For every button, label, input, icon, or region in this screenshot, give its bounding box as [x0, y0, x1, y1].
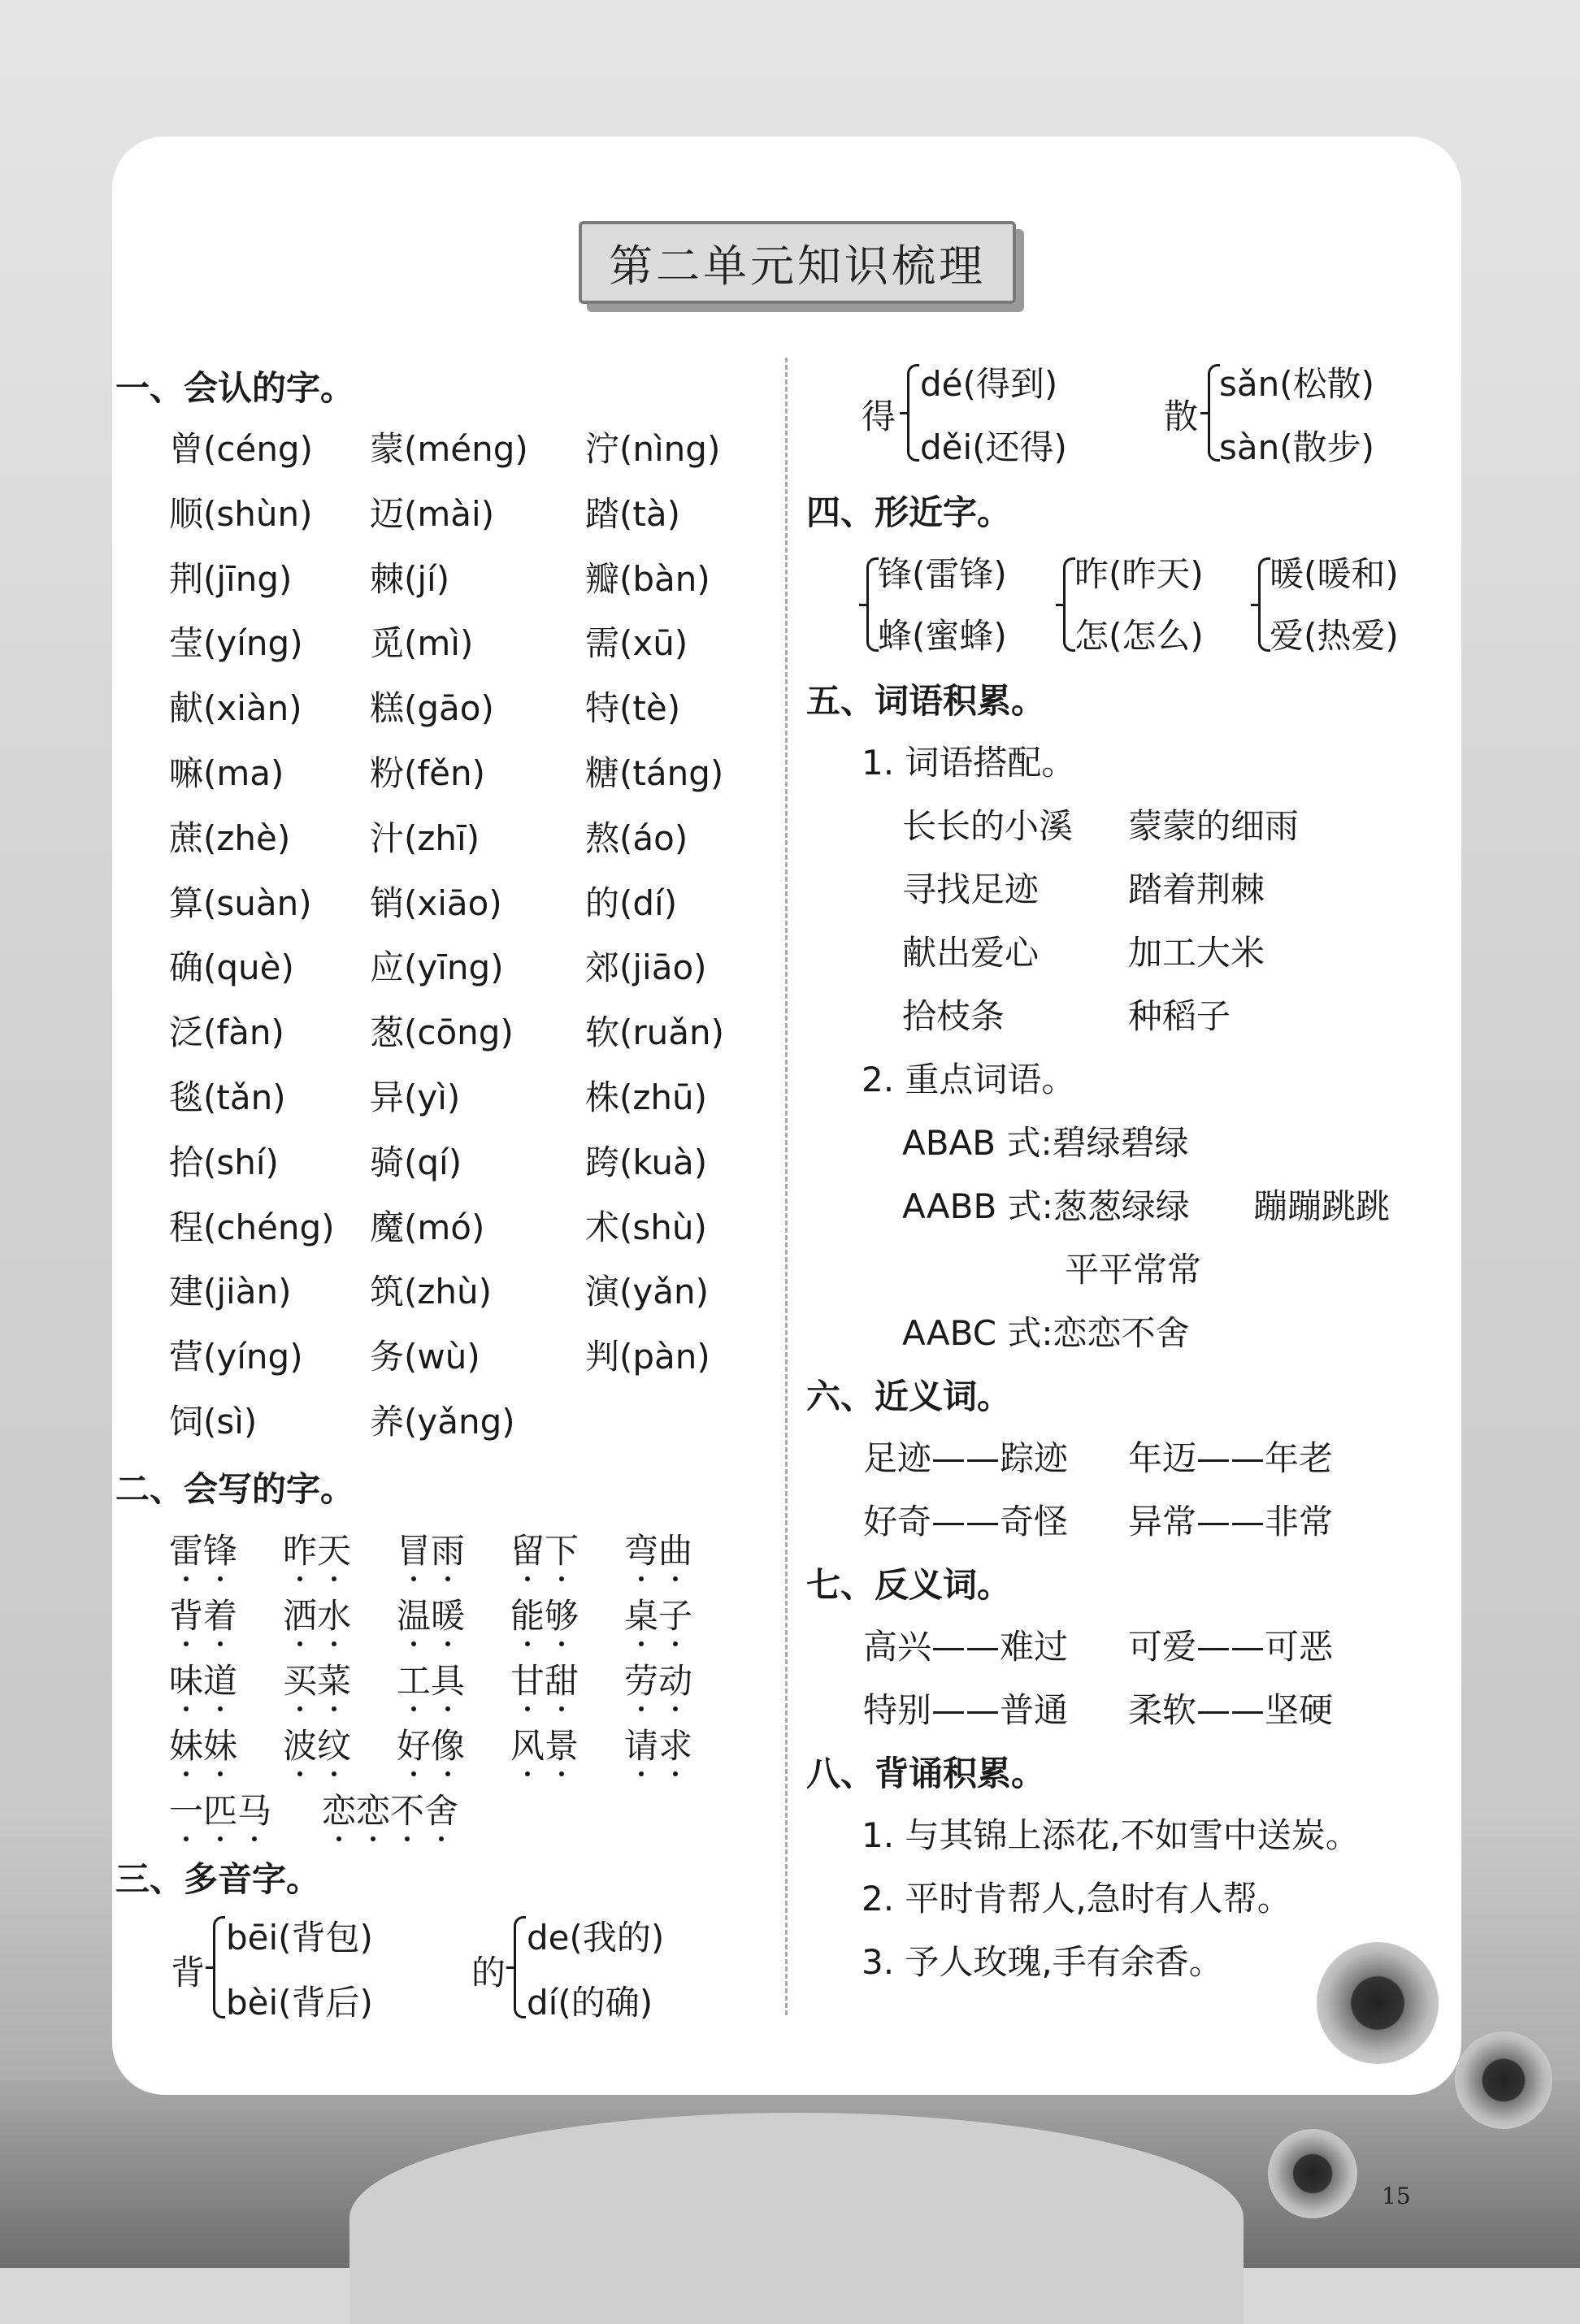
page-number: 15 [1382, 2183, 1411, 2209]
polyphone-reading: děi(还得) [920, 427, 1067, 467]
section-heading-similar: 四、形近字。 [806, 492, 1012, 532]
recognize-char: 郊(jiāo) [585, 947, 707, 988]
write-char: 锋 [203, 1524, 237, 1573]
write-char: 雨 [431, 1524, 465, 1573]
write-char: 昨 [283, 1524, 317, 1573]
section-heading-synonyms: 六、近义词。 [806, 1377, 1012, 1416]
write-char: 请 [624, 1719, 658, 1768]
write-word [397, 1524, 465, 1573]
write-char: 子 [658, 1589, 692, 1638]
write-char: 一 [169, 1784, 203, 1833]
recognize-char: 务(wù) [370, 1337, 480, 1377]
vocab-pair: 长长的小溪 [902, 806, 1074, 846]
recognize-char: 特(tè) [585, 688, 681, 729]
recognize-char: 算(suàn) [169, 882, 312, 923]
recitation-line: 2. 平时肯帮人,急时有人帮。 [862, 1879, 1291, 1919]
recognize-char: 程(chéng) [169, 1207, 335, 1247]
write-word [283, 1654, 351, 1703]
polyphone-reading: bēi(背包) [226, 1918, 373, 1958]
recognize-char: 嘛(ma) [169, 753, 284, 793]
write-char: 温 [397, 1589, 431, 1638]
write-word [169, 1784, 271, 1833]
recognize-char: 株(zhū) [585, 1077, 708, 1117]
write-word [624, 1654, 692, 1703]
write-char: 水 [317, 1589, 351, 1638]
write-char: 桌 [624, 1589, 658, 1638]
write-word [510, 1589, 579, 1638]
brace [1063, 557, 1075, 652]
write-char: 够 [545, 1589, 579, 1638]
recognize-char: 觅(mì) [370, 623, 474, 664]
recognize-char: 棘(jí) [370, 558, 450, 599]
recognize-char: 莹(yíng) [169, 623, 303, 664]
write-word [624, 1719, 692, 1768]
recognize-char: 毯(tǎn) [169, 1077, 286, 1117]
recognize-char: 泛(fàn) [169, 1012, 284, 1053]
write-char: 留 [510, 1524, 545, 1573]
write-char: 马 [237, 1784, 271, 1833]
recognize-char: 营(yíng) [169, 1337, 303, 1377]
write-word [510, 1719, 579, 1768]
recognize-char: 筑(zhù) [370, 1272, 493, 1312]
recognize-char: 判(pàn) [585, 1337, 710, 1377]
write-char: 味 [169, 1654, 203, 1703]
polyphone-reading: sǎn(松散) [1219, 364, 1375, 404]
recognize-char: 销(xiāo) [370, 882, 502, 923]
recognize-char: 跨(kuà) [585, 1142, 708, 1182]
write-char: 菜 [317, 1654, 351, 1703]
recognize-char: 荆(jīng) [169, 558, 293, 599]
write-char: 背 [169, 1589, 203, 1638]
write-char: 买 [283, 1654, 317, 1703]
write-char: 妹 [169, 1719, 203, 1768]
polyphone-reading: bèi(背后) [226, 1983, 373, 2023]
recognize-char: 骑(qí) [370, 1142, 462, 1182]
polyphone-reading: sàn(散步) [1219, 427, 1375, 467]
synonym-pair: 异常——非常 [1128, 1502, 1334, 1541]
recognize-char: 粉(fěn) [370, 753, 486, 793]
similar-char: 怎(怎么) [1074, 616, 1204, 656]
write-char: 恋 [356, 1784, 390, 1833]
recognize-char: 建(jiàn) [169, 1272, 292, 1312]
recognize-char: 蒙(méng) [370, 429, 528, 469]
write-char: 匹 [203, 1784, 237, 1833]
write-char: 能 [510, 1589, 545, 1638]
write-word [283, 1524, 351, 1573]
write-char: 洒 [283, 1589, 317, 1638]
recitation-line: 1. 与其锦上添花,不如雪中送炭。 [862, 1815, 1360, 1855]
polyphone-char: 得 [862, 397, 896, 436]
write-char: 求 [658, 1719, 692, 1768]
synonym-pair: 足迹——踪迹 [863, 1438, 1069, 1478]
recognize-char: 需(xū) [585, 623, 688, 664]
section-heading-vocab: 五、词语积累。 [806, 681, 1046, 721]
write-char: 弯 [624, 1524, 658, 1573]
synonym-pair: 年迈——年老 [1128, 1438, 1334, 1478]
write-char: 波 [283, 1719, 317, 1768]
recognize-char: 献(xiàn) [169, 688, 302, 729]
write-char: 下 [545, 1524, 579, 1573]
write-char: 雷 [169, 1524, 203, 1573]
recognize-char: 演(yǎn) [585, 1272, 709, 1312]
similar-char: 锋(雷锋) [878, 554, 1007, 594]
write-char: 风 [510, 1719, 545, 1768]
recognize-char: 葱(cōng) [370, 1012, 514, 1053]
write-char: 像 [431, 1719, 465, 1768]
antonym-pair: 特别——普通 [863, 1690, 1069, 1730]
vocab-pair: 献出爱心 [902, 933, 1040, 973]
sunflower-illustration [1268, 2129, 1357, 2218]
recognize-char: 糕(gāo) [370, 688, 494, 729]
polyphone-char: 背 [171, 1953, 206, 1992]
similar-char: 蜂(蜜蜂) [878, 616, 1007, 656]
vocab-pair: 拾枝条 [902, 996, 1005, 1036]
vocab-pair: 寻找足迹 [902, 869, 1040, 909]
write-word [283, 1589, 351, 1638]
vocab-pair: 蒙蒙的细雨 [1128, 806, 1300, 846]
recognize-char: 蔗(zhè) [169, 817, 291, 858]
decorative-path [349, 2113, 1244, 2324]
word-pattern-aabb: AABB 式:葱葱绿绿 [902, 1186, 1190, 1226]
write-char: 妹 [203, 1719, 237, 1768]
write-char: 恋 [322, 1784, 356, 1833]
vocab-pair: 踏着荆棘 [1128, 869, 1265, 909]
write-char: 曲 [658, 1524, 692, 1573]
word-pattern-abab: ABAB 式:碧绿碧绿 [902, 1123, 1189, 1163]
section-heading-recognize: 一、会认的字。 [115, 368, 355, 408]
section-heading-polyphones: 三、多音字。 [115, 1859, 321, 1899]
recognize-char: 确(què) [169, 947, 294, 988]
vocab-pair: 加工大米 [1128, 933, 1265, 973]
write-word [169, 1719, 237, 1768]
write-char: 暖 [431, 1589, 465, 1638]
write-word [624, 1524, 692, 1573]
write-char: 具 [431, 1654, 465, 1703]
recognize-char: 异(yì) [370, 1077, 461, 1117]
synonym-pair: 好奇——奇怪 [863, 1502, 1069, 1541]
similar-char: 爱(热爱) [1270, 616, 1399, 656]
recognize-char: 迈(mài) [370, 493, 495, 534]
recognize-char: 术(shù) [585, 1207, 707, 1247]
write-word [510, 1524, 579, 1573]
section-heading-recitation: 八、背诵积累。 [806, 1754, 1046, 1793]
antonym-pair: 高兴——难过 [863, 1627, 1069, 1667]
write-char: 好 [397, 1719, 431, 1768]
write-word [510, 1654, 579, 1703]
brace [1258, 557, 1270, 652]
write-char: 纹 [317, 1719, 351, 1768]
write-char: 道 [203, 1654, 237, 1703]
write-char: 着 [203, 1589, 237, 1638]
write-char: 天 [317, 1524, 351, 1573]
vocab-subheading: 1. 词语搭配。 [862, 743, 1076, 783]
sunflower-illustration [1317, 1942, 1439, 2064]
page-title: 第二单元知识梳理 [579, 221, 1016, 304]
recognize-char: 曾(céng) [169, 429, 313, 469]
recognize-char: 应(yīng) [370, 947, 504, 988]
write-char: 景 [545, 1719, 579, 1768]
polyphone-reading: dé(得到) [920, 364, 1058, 404]
write-word [283, 1719, 351, 1768]
write-char: 动 [658, 1654, 692, 1703]
write-char: 舍 [424, 1784, 458, 1833]
vocab-subheading: 2. 重点词语。 [862, 1060, 1076, 1099]
recognize-char: 熬(áo) [585, 817, 688, 858]
write-word [397, 1654, 465, 1703]
section-heading-write: 二、会写的字。 [115, 1469, 355, 1509]
polyphone-reading: de(我的) [527, 1918, 665, 1958]
write-word [397, 1589, 465, 1638]
word-pattern-aabb: 平平常常 [1065, 1250, 1202, 1290]
recognize-char: 饲(sì) [169, 1402, 258, 1442]
write-word [322, 1784, 458, 1833]
write-char: 冒 [397, 1524, 431, 1573]
write-word [169, 1654, 237, 1703]
sunflower-illustration [1455, 2031, 1552, 2129]
polyphone-reading: dí(的确) [527, 1983, 653, 2023]
write-char: 甜 [545, 1654, 579, 1703]
recognize-char: 软(ruǎn) [585, 1012, 725, 1053]
recognize-char: 养(yǎng) [370, 1402, 515, 1442]
column-divider [785, 358, 788, 2015]
recognize-char: 踏(tà) [585, 493, 680, 534]
recitation-line: 3. 予人玫瑰,手有余香。 [862, 1942, 1223, 1982]
brace [514, 1916, 526, 2018]
recognize-char: 糖(táng) [585, 753, 724, 793]
recognize-char: 的(dí) [585, 882, 678, 923]
recognize-char: 泞(nìng) [585, 429, 721, 469]
write-char: 甘 [510, 1654, 545, 1703]
similar-char: 暖(暖和) [1270, 554, 1399, 594]
polyphone-char: 的 [471, 1953, 506, 1992]
section-heading-antonyms: 七、反义词。 [806, 1565, 1012, 1605]
word-pattern-aabc: AABC 式:恋恋不舍 [902, 1313, 1190, 1353]
write-word [397, 1719, 465, 1768]
antonym-pair: 柔软——坚硬 [1128, 1690, 1334, 1730]
recognize-char: 汁(zhī) [370, 817, 480, 858]
write-char: 劳 [624, 1654, 658, 1703]
word-pattern-aabb: 蹦蹦跳跳 [1253, 1186, 1391, 1226]
recognize-char: 瓣(bàn) [585, 558, 710, 599]
brace [866, 557, 879, 652]
similar-char: 昨(昨天) [1074, 554, 1204, 594]
write-word [169, 1524, 237, 1573]
recognize-char: 拾(shí) [169, 1142, 279, 1182]
brace [1208, 364, 1220, 462]
vocab-pair: 种稻子 [1128, 996, 1231, 1036]
recognize-char: 顺(shùn) [169, 493, 313, 534]
brace [907, 364, 919, 462]
write-word [624, 1589, 692, 1638]
antonym-pair: 可爱——可恶 [1128, 1627, 1334, 1667]
recognize-char: 魔(mó) [370, 1207, 485, 1247]
polyphone-char: 散 [1164, 397, 1199, 436]
write-char: 工 [397, 1654, 431, 1703]
brace [213, 1916, 225, 2018]
write-word [169, 1589, 237, 1638]
write-char: 不 [390, 1784, 424, 1833]
